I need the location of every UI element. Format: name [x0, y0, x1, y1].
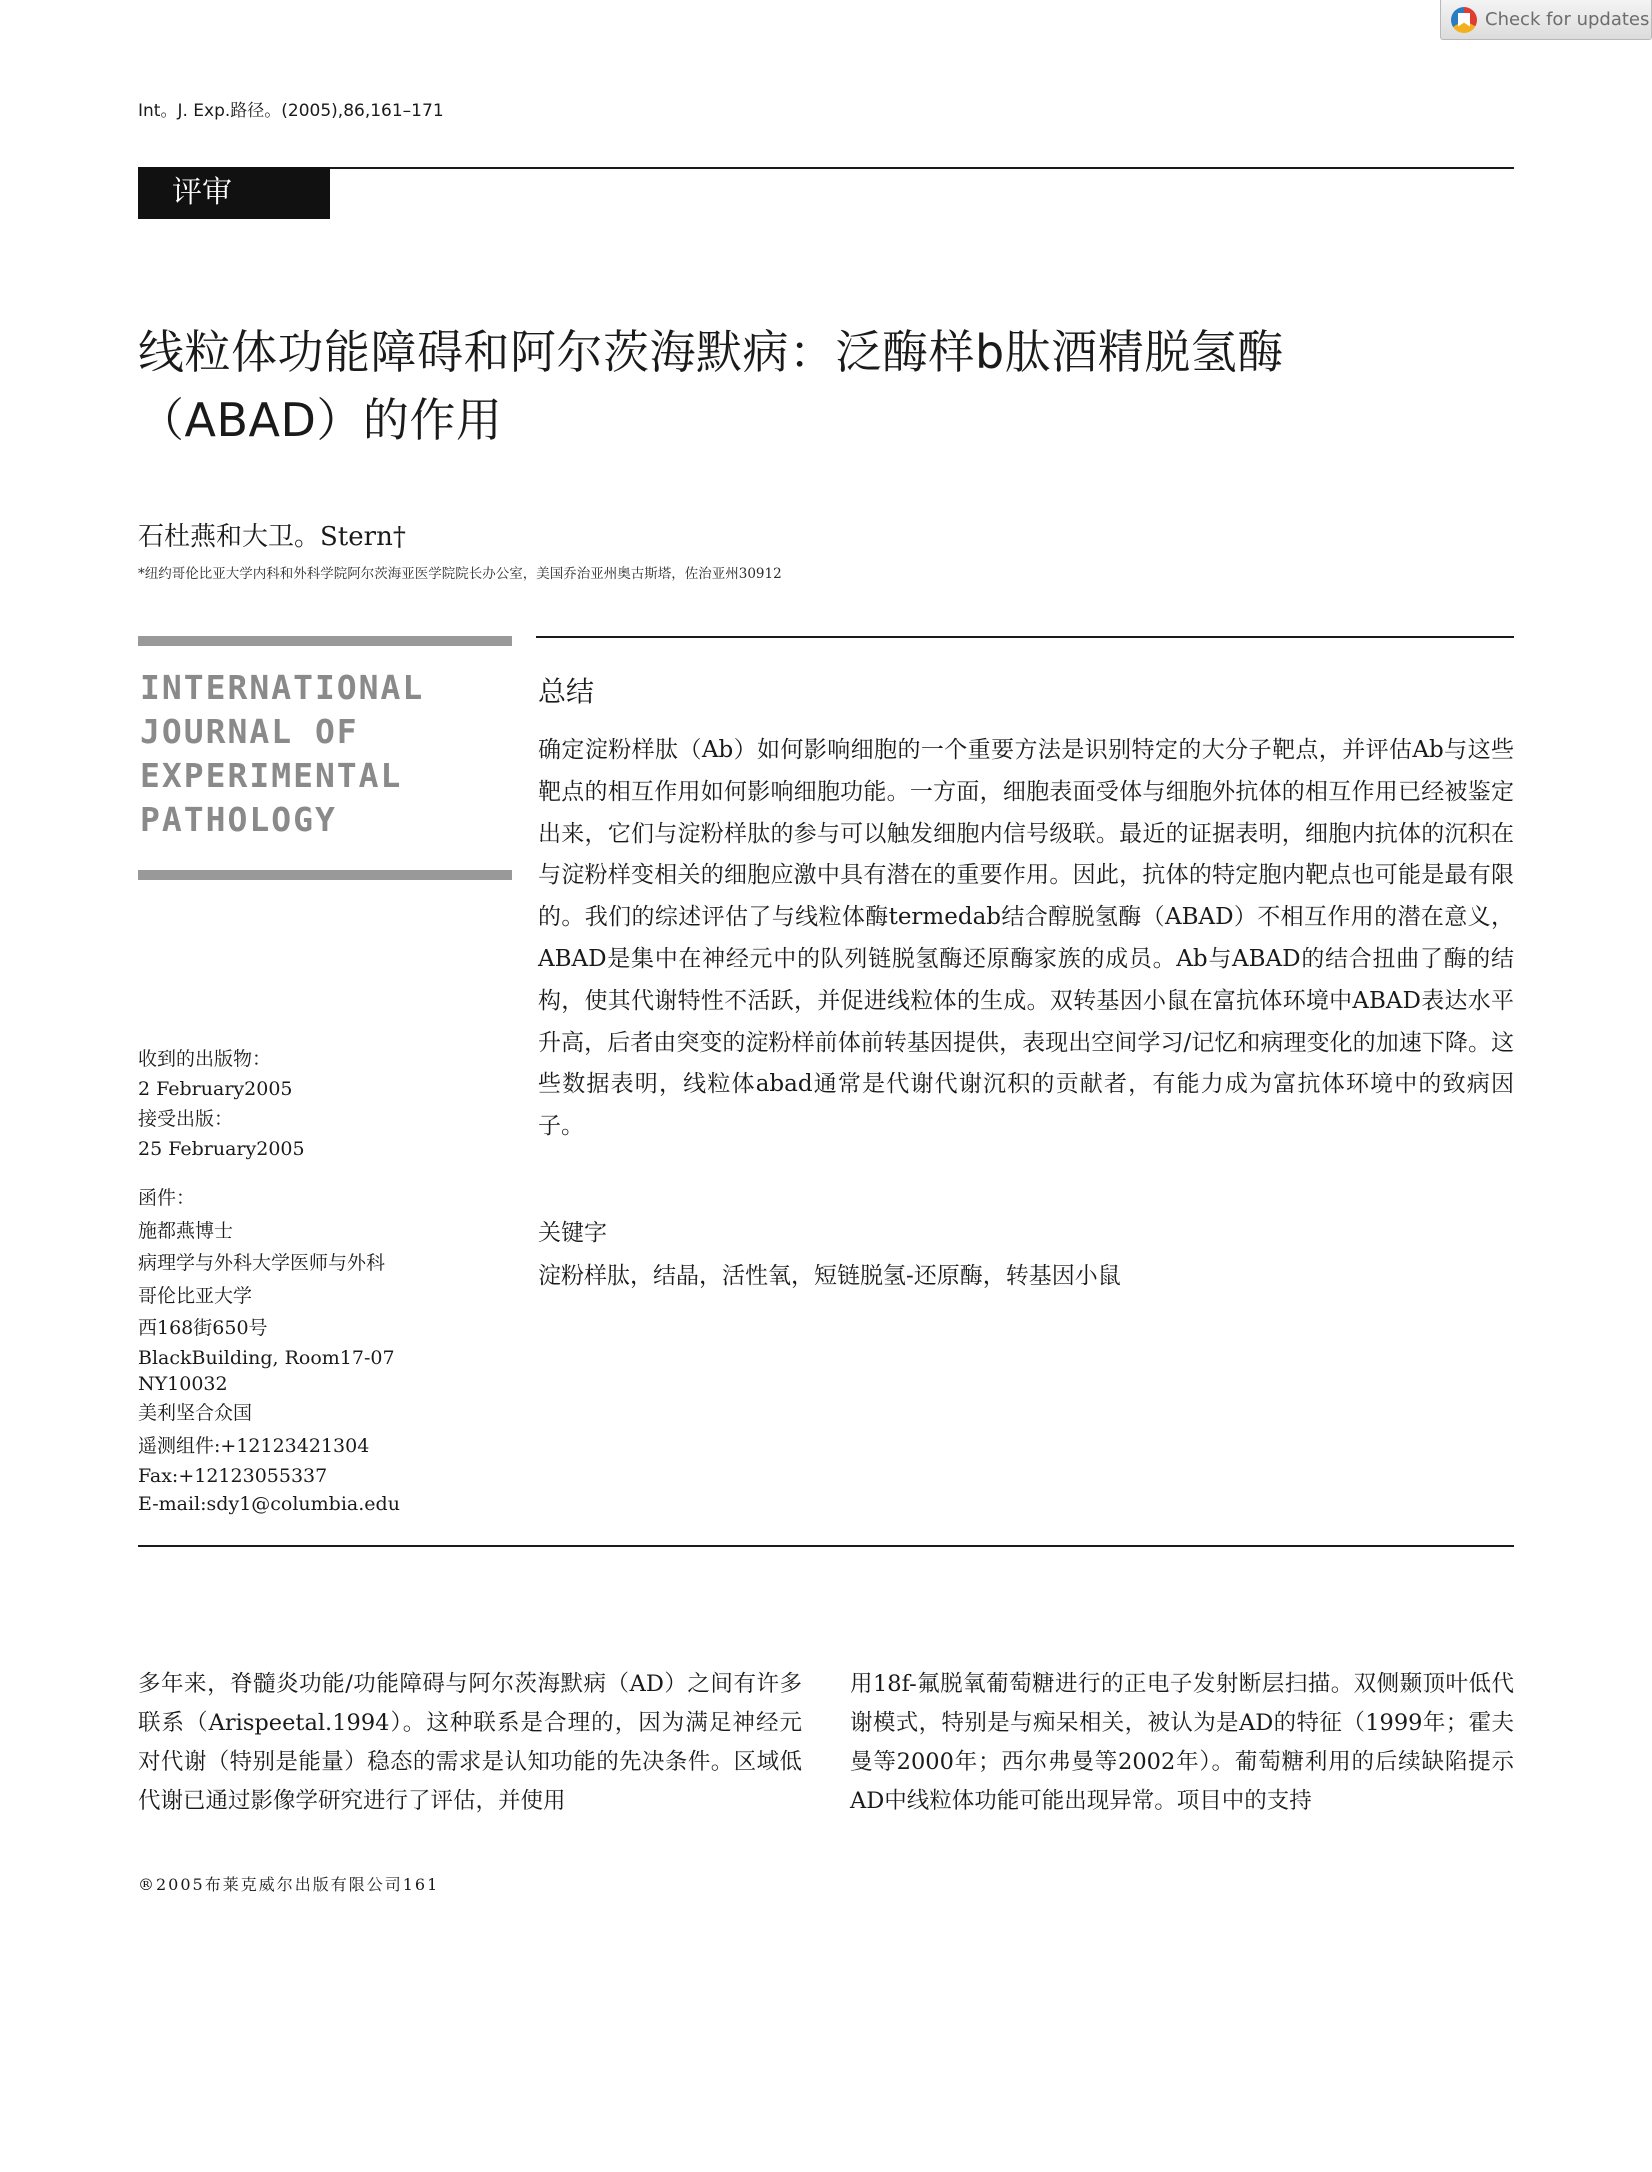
running-head: Int。J. Exp.路径。(2005),86,161–171	[138, 101, 444, 121]
check-for-updates-button[interactable]	[1440, 0, 1652, 40]
abstract-rule	[536, 636, 1514, 638]
abstract-text: 确定淀粉样肽（Ab）如何影响细胞的一个重要方法是识别特定的大分子靶点，并评估Ab与这些靶点的相互作用如何影响细胞功能。一方面，细胞表面受体与细胞外抗体的相互作用已经被鉴定出来，它们与淀粉样肽的参与可以触发细胞内信号级联。最近的证据表明，细胞内抗体的沉积在与淀粉样变相关的细胞应激中具有潜在的重要作用。因此，抗体的特定胞内靶点也可能是最有限的。我们的综述评估了与线粒体酶termedab结合醇脱氢酶（ABAD）不相互作用的潜在意义，ABAD是集中在神经元中的队列链脱氢酶还原酶家族的成员。Ab与ABAD的结合扭曲了酶的结构，使其代谢特性不活跃，并促进线粒体的生成。双转基因小鼠在富抗体环境中ABAD表达水平升高，后者由突变的淀粉样前体前转基因提供，表现出空间学习/记忆和病理变化的加速下降。这些数据表明，线粒体abad通常是代谢代谢沉积的贡献者，有能力成为富抗体环境中的致病因子。	[538, 737, 1514, 1140]
keywords-heading: 关键字	[538, 1220, 607, 1246]
received-label: 收到的出版物：	[138, 1048, 272, 1070]
correspondence-line: 西168街650号	[138, 1317, 268, 1340]
logo-bottom-bar	[138, 870, 512, 880]
correspondence-line: 施都燕博士	[138, 1219, 234, 1242]
authors: 石杜燕和大卫。Stern†	[138, 522, 406, 552]
article-title: 线粒体功能障碍和阿尔茨海默病：泛酶样b肽酒精脱氢酶（ABAD）的作用	[138, 325, 1284, 447]
correspondence-block	[138, 1182, 400, 1518]
correspondence-line: 函件：	[138, 1187, 196, 1209]
body-column-right: 用18f-氟脱氧葡萄糖进行的正电子发射断层扫描。双侧颞顶叶低代谢模式，特别是与痴呆相关，被认为是AD的特征（1999年；霍夫曼等2000年；西尔弗曼等2002年）。葡萄糖利用的后续缺陷提示AD中线粒体功能可能出现异常。项目中的支持	[850, 1671, 1514, 1814]
correspondence-line: NY10032	[138, 1372, 228, 1395]
journal-logo-line: INTERNATIONAL	[140, 668, 425, 707]
logo-top-bar	[138, 636, 512, 646]
journal-logo-line: EXPERIMENTAL	[140, 756, 403, 795]
correspondence-line: 哥伦比亚大学	[138, 1284, 253, 1307]
keywords: 淀粉样肽，结晶，活性氧，短链脱氢-还原酶，转基因小鼠	[538, 1263, 1121, 1289]
accepted-label: 接受出版：	[138, 1108, 234, 1130]
check-for-updates-label: Check for updates	[1485, 9, 1650, 30]
correspondence-line: 美利坚合众国	[138, 1401, 253, 1424]
section-label: 评审	[138, 167, 330, 219]
correspondence-line: BlackBuilding, Room17-07	[138, 1346, 395, 1369]
journal-logo	[140, 666, 424, 842]
header-rule	[330, 167, 1514, 169]
front-matter-rule	[138, 1545, 1514, 1547]
correspondence-line: 遥测组件:+12123421304	[138, 1434, 370, 1457]
received-dates	[138, 1044, 305, 1164]
correspondence-line: 病理学与外科大学医师与外科	[138, 1252, 386, 1275]
abstract-heading: 总结	[538, 675, 595, 708]
email-link[interactable]: E-mail:sdy1@columbia.edu	[138, 1493, 400, 1516]
received-date: 2 February2005	[138, 1078, 293, 1100]
affiliation: *纽约哥伦比亚大学内科和外科学院阿尔茨海亚医学院院长办公室，美国乔治亚州奥古斯塔，佐治亚州30912	[138, 566, 782, 582]
journal-logo-line: JOURNAL OF	[140, 712, 359, 751]
accepted-date: 25 February2005	[138, 1138, 305, 1160]
crossmark-icon	[1451, 7, 1477, 33]
copyright-footer: ®2005布莱克威尔出版有限公司161	[138, 1875, 440, 1894]
journal-logo-line: PATHOLOGY	[140, 800, 337, 839]
body-column-left: 多年来，脊髓炎功能/功能障碍与阿尔茨海默病（AD）之间有许多联系（Arispeetal.1994）。这种联系是合理的，因为满足神经元对代谢（特别是能量）稳态的需求是认知功能的先决条件。区域低代谢已通过影像学研究进行了评估，并使用	[138, 1671, 802, 1814]
correspondence-line: Fax:+12123055337	[138, 1465, 328, 1488]
